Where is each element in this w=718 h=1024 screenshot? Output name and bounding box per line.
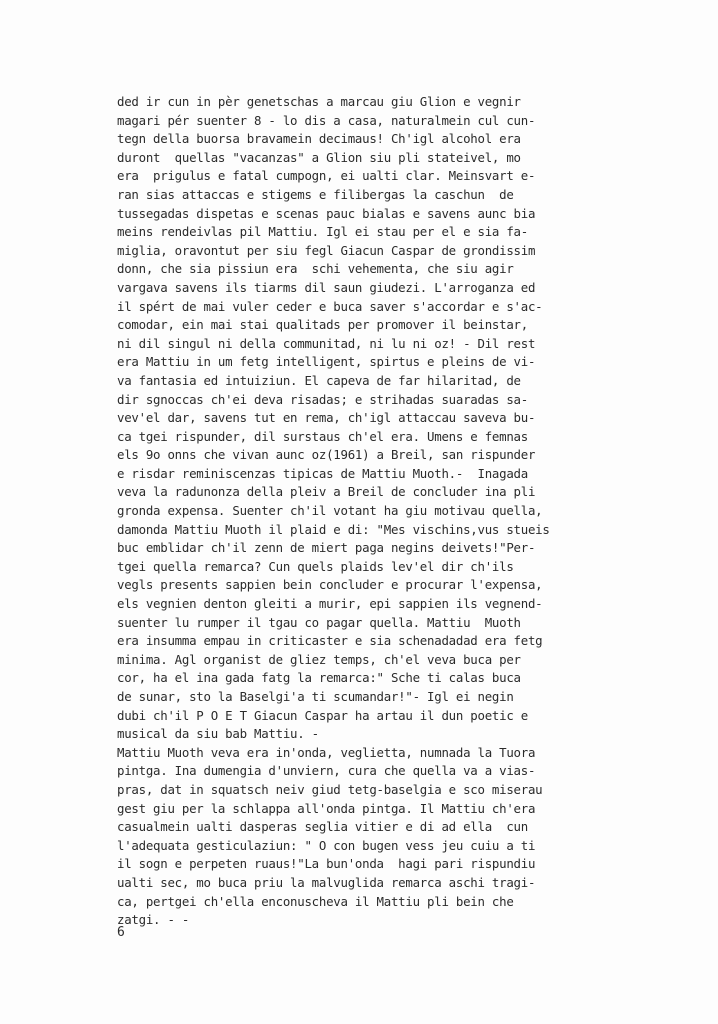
text-line: suenter lu rumper il tgau co pagar quella. Mattiu Muoth	[117, 614, 521, 630]
text-line: veva la radunonza della pleiv a Breil de concluder ina pli	[117, 484, 536, 500]
text-line: dubi ch'il P O E T Giacun Caspar ha artau il dun poetic e	[117, 707, 528, 723]
text-line: de sunar, sto la Baselgi'a ti scumandar!"- Igl ei negin	[117, 689, 514, 704]
text-line: donn, che sia pissiun era schi vehementa, che siu agir	[117, 261, 514, 277]
text-line: minima. Agl organist de gliez temps, ch'el veva buca per	[117, 651, 521, 667]
text-line: gronda expensa. Suenter ch'il votant ha giu motivau quella,	[117, 503, 543, 519]
text-line: tussegadas dispetas e scenas pauc bialas e savens aunc bia	[117, 205, 536, 221]
text-line: era prigulus e fatal cumpogn, ei ualti clar. Meinsvart e-	[117, 168, 536, 184]
text-line: damonda Mattiu Muoth il plaid e di: "Mes vischins,vus stueis	[117, 521, 550, 537]
text-line: comodar, ein mai stai qualitads per promover il beinstar,	[117, 317, 528, 333]
text-line: casualmein ualti dasperas seglia vitier e di ad ella cun	[117, 819, 528, 835]
text-line: pintga. Ina dumengia d'unviern, cura che quella va a vias-	[117, 763, 536, 779]
text-line: musical da siu bab Mattiu. -	[117, 726, 319, 742]
text-line: il sogn e perpeten ruaus!"La bun'onda hagi pari rispundiu	[117, 856, 536, 872]
text-line: ni dil singul ni della communitad, ni lu ni oz! - Dil rest	[117, 335, 536, 351]
text-line: era insumma empau in criticaster e sia schenadadad era fetg	[117, 633, 543, 649]
text-line: ualti sec, mo buca priu la malvuglida remarca aschi tragi-	[117, 874, 536, 890]
text-line: ded ir cun in pèr genetschas a marcau giu Glion e vegnir	[117, 94, 521, 109]
text-line: ca tgei rispunder, dil surstaus ch'el era. Umens e femnas	[117, 428, 528, 444]
text-line: era Mattiu in um fetg intelligent, spirtus e pleins de vi-	[117, 354, 536, 370]
text-line: vegls presents sappien bein concluder e procurar l'expensa,	[117, 577, 543, 593]
text-line: zatgi. - -	[117, 912, 190, 928]
text-line: els vegnien denton gleiti a murir, epi sappien ils vegnend-	[117, 596, 543, 612]
text-line: e risdar reminiscenzas tipicas de Mattiu Muoth.- Inagada	[117, 465, 528, 481]
text-line: buc emblidar ch'il zenn de miert paga negins deivets!"Per-	[117, 540, 536, 556]
text-line: l'adequata gesticulaziun: " O con bugen vess jeu cuiu a ti	[117, 837, 536, 853]
text-line: miglia, oravontut per siu fegl Giacun Caspar de grondissim	[117, 242, 536, 258]
text-line: Mattiu Muoth veva era in'onda, veglietta, numnada la Tuora	[117, 744, 536, 760]
text-line: tgei quella remarca? Cun quels plaids lev'el dir ch'ils	[117, 558, 514, 574]
text-line: cor, ha el ina gada fatg la remarca:" Sche ti calas buca	[117, 670, 521, 686]
text-line: vev'el dar, savens tut en rema, ch'igl attaccau saveva bu-	[117, 410, 536, 426]
text-line: dir sgnoccas ch'ei deva risadas; e strihadas suaradas sa-	[117, 391, 528, 407]
text-line: els 9o onns che vivan aunc oz(1961) a Breil, san rispunder	[117, 447, 536, 463]
text-line: vargava savens ils tiarms dil saun giudezi. L'arroganza ed	[117, 279, 536, 295]
text-line: tegn della buorsa bravamein decimaus! Ch'igl alcohol era	[117, 131, 521, 147]
page-number: 6	[117, 925, 125, 940]
text-line: pras, dat in squatsch neiv giud tetg-baselgia e sco miserau	[117, 781, 543, 797]
text-line: magari pér suenter 8 - lo dis a casa, naturalmein cul cun-	[117, 112, 536, 128]
text-line: meins rendeivlas pil Mattiu. Igl ei stau per el e sia fa-	[117, 224, 528, 240]
body-text	[117, 93, 717, 930]
text-line: ran sias attaccas e stigems e filibergas la caschun de	[117, 186, 514, 202]
text-line: va fantasia ed intuiziun. El capeva de far hilaritad, de	[117, 372, 521, 388]
text-line: gest giu per la schlappa all'onda pintga. Il Mattiu ch'era	[117, 800, 536, 816]
text-line: il spért de mai vuler ceder e buca saver s'accordar e s'ac-	[117, 298, 543, 314]
text-line: duront quellas "vacanzas" a Glion siu pli stateivel, mo	[117, 149, 521, 165]
text-line: ca, pertgei ch'ella enconuscheva il Mattiu pli bein che	[117, 893, 514, 909]
